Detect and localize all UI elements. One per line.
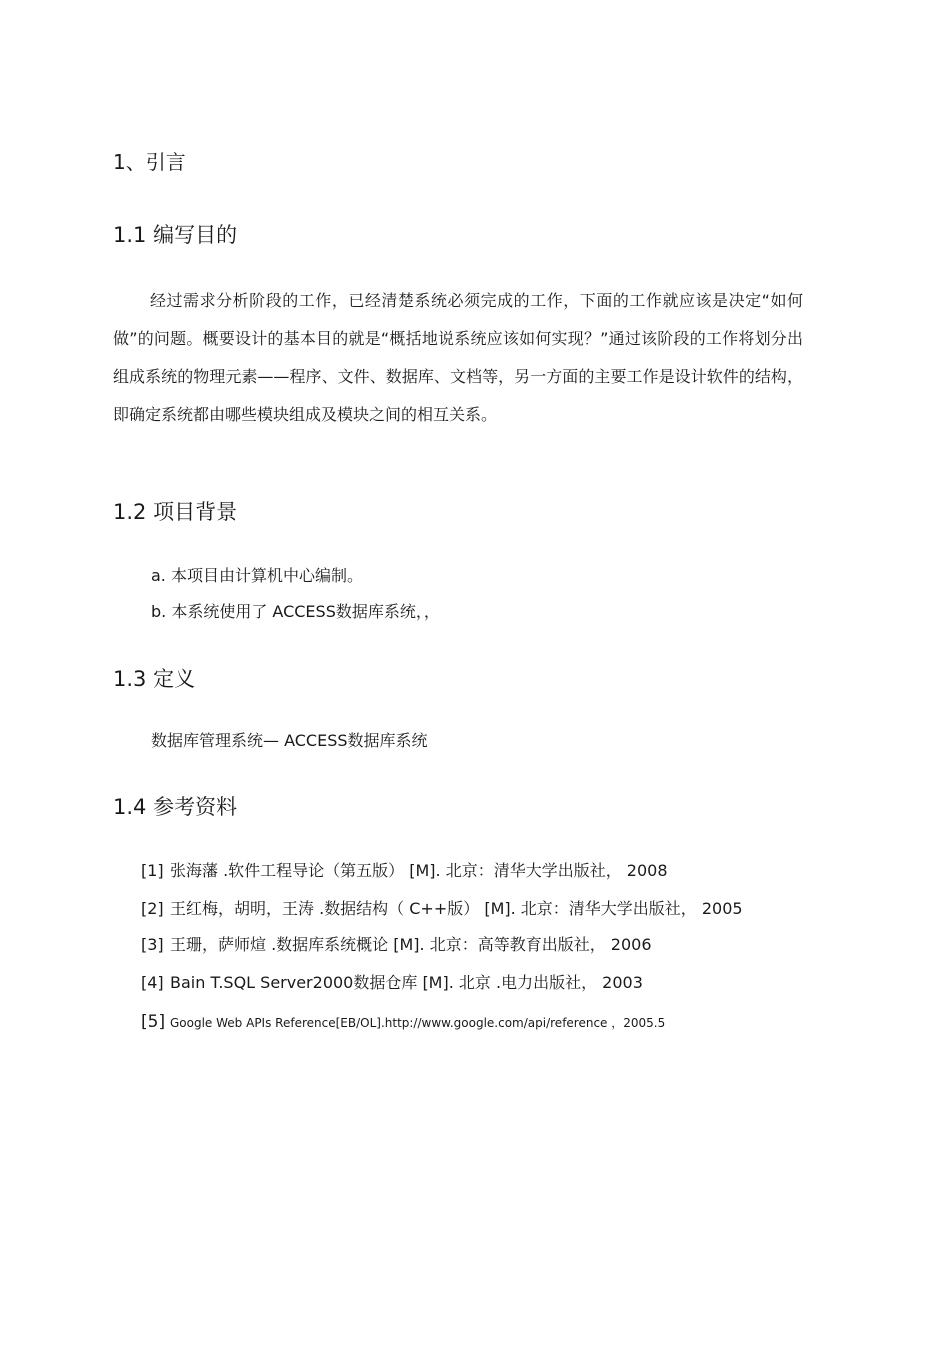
background-item-a: a. 本项目由计算机中心编制。 [151, 566, 363, 585]
section-heading-background: 1.2 项目背景 [113, 500, 238, 524]
section-heading-definition: 1.3 定义 [113, 667, 196, 691]
reference-item [141, 933, 652, 957]
reference-number: [5] [141, 1012, 166, 1032]
reference-number: [4] [141, 973, 164, 992]
reference-text: 张海藩 .软件工程导论（第五版） [M]. 北京：清华大学出版社， 2008 [170, 861, 668, 880]
background-item-b: b. 本系统使用了 ACCESS数据库系统，， [151, 602, 440, 621]
reference-item [141, 1010, 665, 1035]
section-heading-references: 1.4 参考资料 [113, 795, 238, 819]
reference-text: Google Web APIs Reference[EB/OL].http://www.google.com/api/reference ，2005.5 [170, 1016, 666, 1030]
chapter-heading: 1、引言 [113, 150, 186, 174]
reference-number: [1] [141, 861, 164, 880]
reference-number: [2] [141, 899, 164, 918]
reference-number: [3] [141, 935, 164, 954]
definition-text: 数据库管理系统— ACCESS数据库系统 [151, 731, 428, 750]
reference-text: 王红梅，胡明，王涛 .数据结构（ C++版） [M]. 北京：清华大学出版社， 2005 [170, 899, 743, 918]
section-heading-purpose: 1.1 编写目的 [113, 223, 238, 247]
reference-text: Bain T.SQL Server2000数据仓库 [M]. 北京 .电力出版社， 2003 [170, 973, 643, 992]
reference-text: 王珊，萨师煊 .数据库系统概论 [M]. 北京：高等教育出版社， 2006 [170, 935, 652, 954]
purpose-paragraph: 经过需求分析阶段的工作，已经清楚系统必须完成的工作，下面的工作就应该是决定“如何做”的问题。概要设计的基本目的就是“概括地说系统应该如何实现？”通过该阶段的工作将划分出组成系统的物理元素——程序、文件、数据库、文档等，另一方面的主要工作是设计软件的结构，即确定系统都由哪些模块组成及模块之间的相互关系。 [113, 291, 803, 424]
reference-item [141, 971, 643, 995]
reference-item [141, 859, 668, 883]
reference-item [141, 897, 743, 921]
